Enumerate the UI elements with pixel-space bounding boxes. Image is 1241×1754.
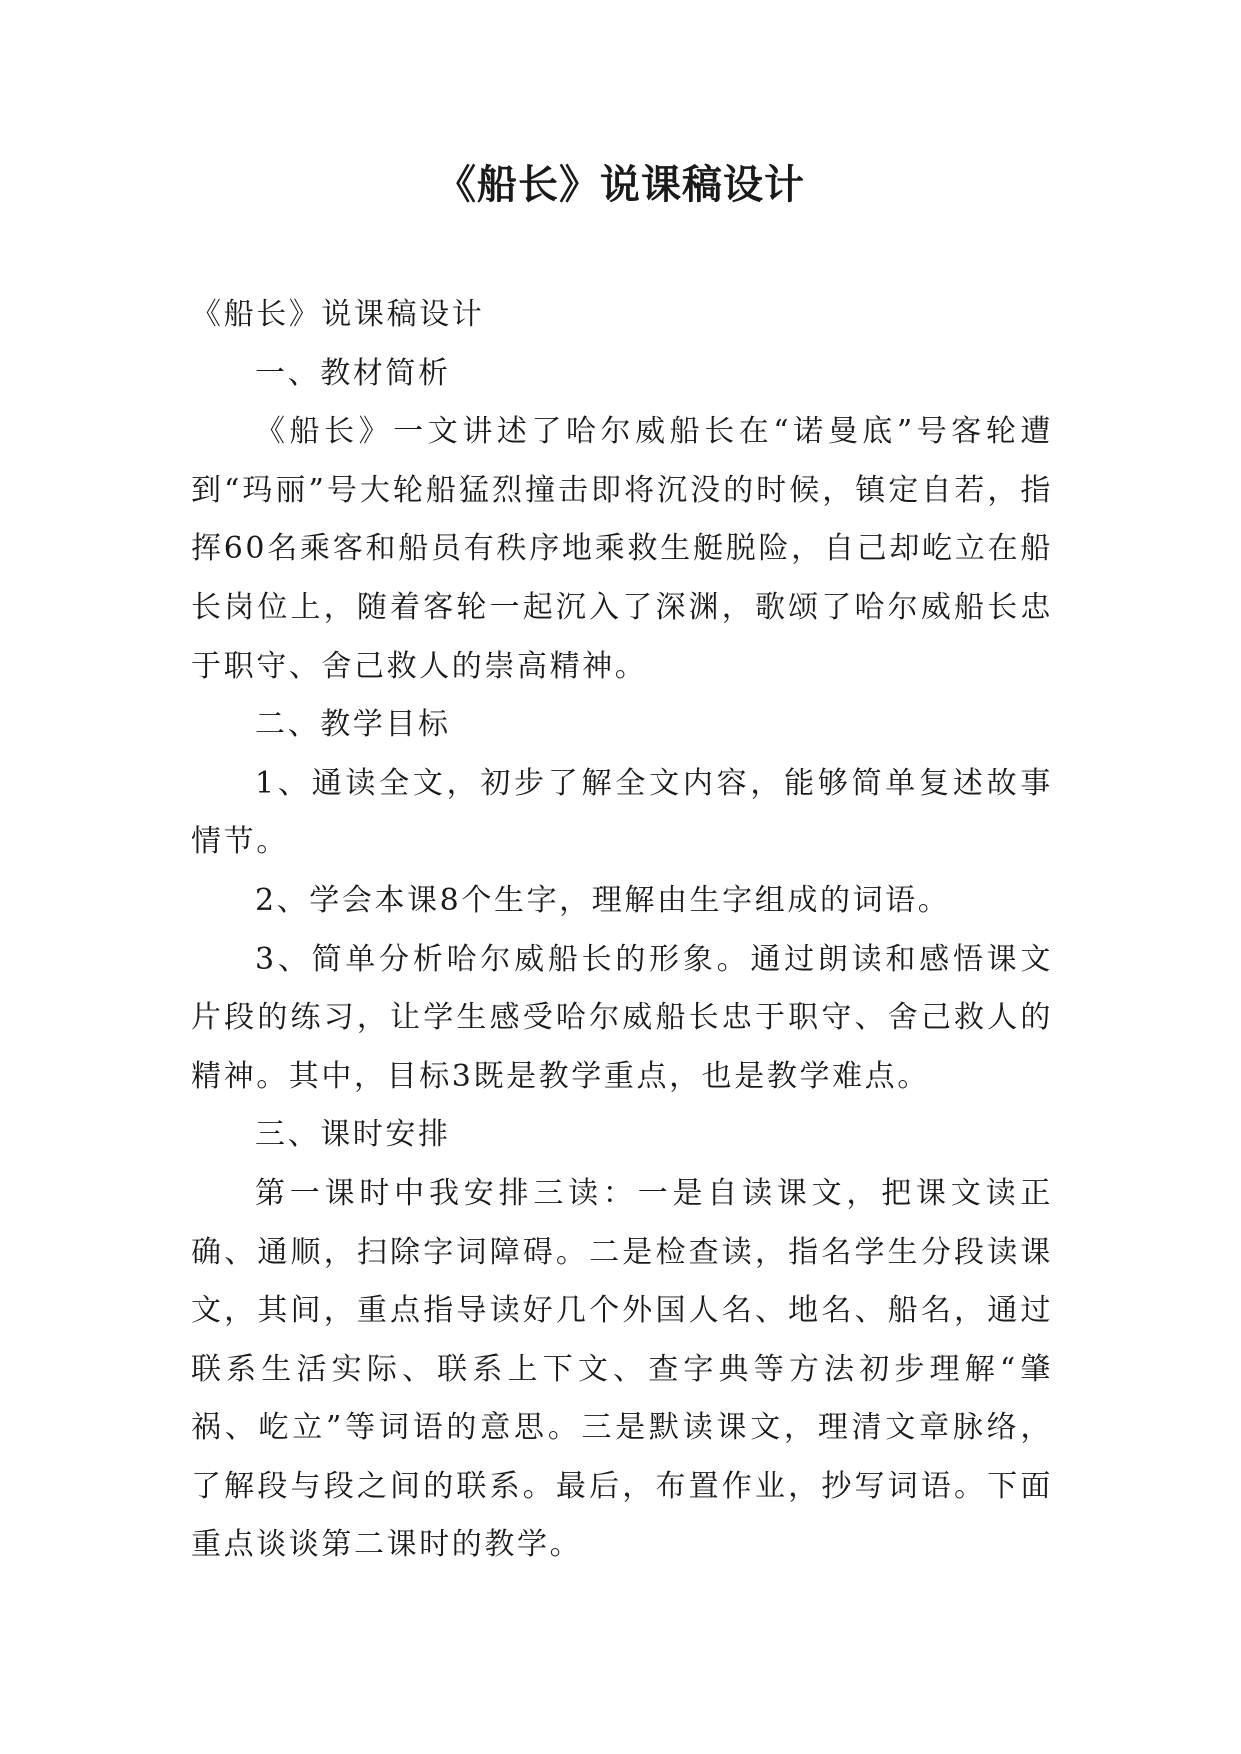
document-title: 《船长》说课稿设计 (436, 162, 805, 208)
subtitle-paragraph: 《船长》说课稿设计 (191, 297, 485, 332)
section-heading-textbook-analysis: 一、教材简析 (255, 355, 451, 391)
goal-item-2: 2、学会本课8个生字，理解由生字组成的词语。 (255, 882, 951, 918)
goal-item-1: 1、通读全文，初步了解全文内容，能够简单复述故事情节。 (191, 765, 1053, 860)
goal-item-3: 3、简单分析哈尔威船长的形象。通过朗读和感悟课文片段的练习，让学生感受哈尔威船长忠于职守、舍己救人的精神。其中，目标3既是教学重点，也是教学难点。 (191, 941, 1053, 1094)
section-heading-schedule: 三、课时安排 (255, 1117, 451, 1153)
paragraph-schedule: 第一课时中我安排三读：一是自读课文，把课文读正确、通顺，扫除字词障碍。二是检查读，指名学生分段读课文，其间，重点指导读好几个外国人名、地名、船名，通过联系生活实际、联系上下文、查字典等方法初步理解“肇祸、屹立”等词语的意思。三是默读课文，理清文章脉络，了解段与段之间的联系。最后，布置作业，抄写词语。下面重点谈谈第二课时的教学。 (191, 1175, 1053, 1563)
section-heading-teaching-goals: 二、教学目标 (255, 707, 451, 743)
document-body (191, 286, 1053, 1575)
paragraph-textbook-analysis: 《船长》一文讲述了哈尔威船长在“诺曼底”号客轮遭到“玛丽”号大轮船猛烈撞击即将沉没的时候，镇定自若，指挥60名乘客和船员有秩序地乘救生艇脱险，自己却屹立在船长岗位上，随着客轮一起沉入了深渊，歌颂了哈尔威船长忠于职守、舍己救人的崇高精神。 (191, 414, 1053, 684)
